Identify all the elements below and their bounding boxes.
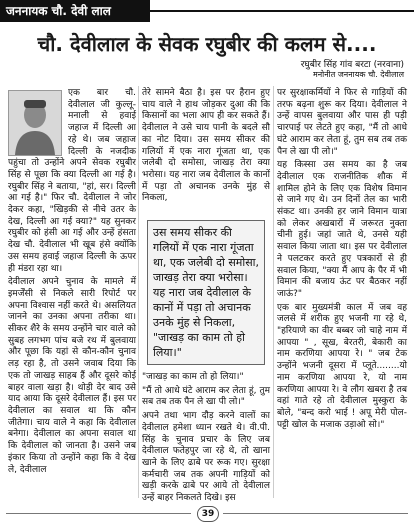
- portrait-photo: [8, 90, 62, 156]
- paragraph: "मैं तो आधे घंटे आराम कर लेता हूं, तुम सब तब तक पैन ले खा पी लो।": [142, 385, 270, 408]
- column-2: [142, 88, 270, 207]
- paragraph: यह किस्सा उस समय का है जब देवीलाल एक राजनीतिक शौक में शामिल होने के लिए एक विशेष विमान से जाने गए थे। उन दिनों तेल का भारी संकट था। उनकी हर जाने विमान यात्रा को लेकर अखबारों में जरूरत नुक्ता चीनी हुई। जहां जाते थे, उनसे यही सवाल किया जाता था। इस पर देवीलाल ने पलटकर करते हुए पत्रकारों से ही सवाल किया, "क्या मैं आप के पैर में भी विमान की बजाय ऊंट पर बैठकर नहीं जाऊं?": [277, 160, 407, 299]
- column-divider: [273, 86, 274, 498]
- column-2-continued: [142, 372, 270, 507]
- header-rule: [150, 10, 414, 12]
- portrait-image: [9, 91, 61, 155]
- footer-rule: [6, 513, 191, 514]
- paragraph: अपने तथा भाग दौड़ करने वालों का देवीलाल हमेशा ध्यान रखते थे। वी.पी. सिंह के चुनाव प्रचार के लिए जब देवीलाल फतेहपुर जा रहे थे, तो खाना खाने के लिए ढाबे पर रूक गए। सुरक्षा कर्मचारी जब तक अपनी गाड़ियों को खड़ी करके ढाबे पर आये तो देवीलाल उन्हें बाहर निकलते दिखे। इस: [142, 411, 270, 504]
- paragraph: एक बार चौ. देवीलाल जी कुल्लू-मनाली से हवाई जहाज में दिल्ली आ रहे थे। जब जहाज दिल्ली के नजदीक पहुंचा तो उन्होंने अपने सेवक रघुबीर सिंह से पूछा कि क्या दिल्ली आ गई है। रघुबीर सिंह ने बताया, "हां, सर। दिल्ली आ गई है।" फिर चौ. देवीलाल ने जोर देकर कहा, "खिड़की से नीचे उतर के देख, दिल्ली आ गई क्या?" यह सुनकर रघुबीर को हंसी आ गई और उन्हें हंसता देख चौ. देवीलाल भी खूब हंसे क्योंकि उस समय हवाई जहाज दिल्ली के ऊपर ही मंडरा रहा था।: [8, 88, 136, 274]
- column-divider: [138, 86, 139, 498]
- paragraph: एक बार मुख्यमंत्री काल में जब वह जलसे में शरीक हुए भजनी गा रहे थे, "हरियाणे का वीर बब्बर जो चाहे नाम में आपया " , सूख, बेरतरी, बेकारी का नाम करणिया आपया रे। " जब टेक उन्होंने भजनी दूसरा में प्लूते........यो नाम करणिया आपया रे, यो नाम करणिया आपया रे। वे लौग खबरा है तब वहां गाते रहे तो देवीलाल मुस्कुरा के बोले, "बन्द करो भाई ! अपू मेरी पोल-पट्टी खोल के मजाक उड़ाओ सो।": [277, 302, 407, 430]
- page-number: 39: [197, 506, 219, 522]
- paragraph: पर सुरक्षाकर्मियों ने फिर से गाड़ियों की तरफ बढ़ना शुरू कर दिया। देवीलाल ने उन्हें वापस बुलवाया और पास ही पड़ी चारपाई पर लेटते हुए कहा, "मैं तो आधे घंटे आराम कर लेता हूं, तुम सब तब तक पैन ले खा पी लो।": [277, 88, 407, 157]
- author-role: मनोनीत जननायक चौ. देवीलाल: [312, 70, 404, 79]
- paragraph: "जाखड़ का काम तो हो लिया।": [142, 372, 244, 382]
- footer-rule: [223, 513, 408, 514]
- author-name: रघुबीर सिंह गांव बरटा (नरवाना): [300, 60, 404, 70]
- column-1: [8, 88, 136, 478]
- pull-quote: उस समय सीकर की गलियों में एक नारा गूंजता था, एक जलेबी दो समोसा, जाखड़ तेरा क्या भरोसा। यह नारा जब देवीलाल के कानों में पड़ा तो अचानक उनके मुंह से निकला, "जाखड़ का काम तो हो लिया।": [147, 220, 265, 365]
- section-header: [0, 0, 414, 22]
- page-footer: [0, 505, 414, 523]
- section-label: जननायक चौ. देवी लाल: [0, 0, 150, 22]
- column-3: [277, 88, 407, 433]
- article-title: चौ. देवीलाल के सेवक रघुबीर की कलम से....: [37, 32, 377, 56]
- paragraph: तेरे सामने बैठा है। इस पर हैरान हुए चाय वाले ने हाथ जोड़कर दुआ की कि किसानों का भला आप ही कर सकते हैं। देवीलाल ने उसे चाय पानी के बदले सौ का नोट दिया। उस समय सीकर की गलियों में एक नारा गूंजता था, एक जलेबी दो समोसा, जाखड़ तेरा क्या भरोसा। यह नारा जब देवीलाल के कानों में पड़ा तो अचानक उनके मुंह से निकला,: [142, 88, 270, 204]
- byline: [254, 60, 404, 80]
- paragraph: देवीलाल अपने चुनाव के मामले में इमर्जेंसी से निकले सारी रिपोर्ट पर अपना विश्वास नहीं करते थे। असलियत जानने का उनका अपना तरीका था। सीकर शैरे के समय उन्होंने चार वाले को सुबह लगभग पांच बजे रथ में बुलवाया और पूछा कि यहां से कौन-कौन चुनाव लड़ रहा है, तो उसने जवाब दिया कि एक तो जाखड़ साहब हैं और दूसरे कोई बाहर वाला खड़ा है। थोड़ी देर बाद उसे याद आया कि दूसरे देवीलाल हैं। इस पर देवीलाल का सवाल था कि कौन जीतेगा। चाय वाले ने कहा कि देवीलाल बनेगा। देवीलाल का अपना सवाल था कि देवीलाल को जानता है। उसने जब इंकार किया तो उन्होंने कहा कि वे देख ले, देवीलाल: [8, 277, 136, 475]
